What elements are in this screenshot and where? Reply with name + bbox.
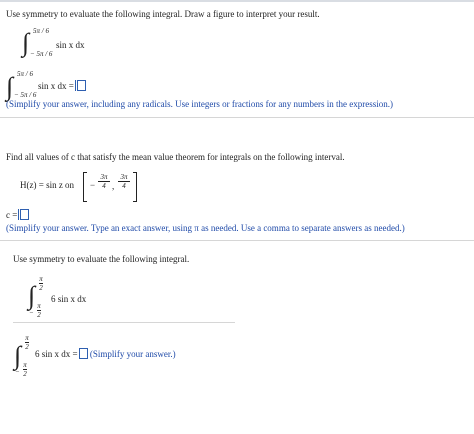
- problem1-answer-lower-limit: − 5π / 6: [14, 91, 37, 99]
- top-border: [0, 0, 474, 2]
- interval-left-numerator: 3π: [100, 173, 108, 181]
- problem3-answer-row: [35, 348, 176, 359]
- problem1-hint: (Simplify your answer, including any radicals. Use integers or fractions for any numbers in the expression.): [6, 99, 394, 109]
- problem2-prompt: Find all values of c that satisfy the mean value theorem for integrals on the following interval.: [6, 152, 345, 162]
- problem1-divider: [0, 117, 474, 118]
- problem3-hint: (Simplify your answer.): [89, 349, 176, 359]
- problem3-lower-limit: [36, 302, 42, 319]
- problem1-answer-upper-limit: 5π / 6: [17, 70, 33, 78]
- problem2-divider: [0, 240, 474, 241]
- interval-right-numerator: 3π: [120, 173, 128, 181]
- problem1-prompt: Use symmetry to evaluate the following integral. Draw a figure to interpret your result.: [6, 9, 320, 19]
- problem3-answer-input[interactable]: [79, 348, 88, 359]
- problem1-integral-sign: ∫: [22, 28, 30, 57]
- problem2-function: H(z) = sin z on: [20, 180, 75, 190]
- problem1-upper-limit: 5π / 6: [33, 27, 49, 35]
- problem3-answer-lower-limit: [22, 361, 28, 378]
- problem3-answer-lower-numerator: π: [23, 361, 27, 369]
- problem2-answer-row: [6, 209, 29, 220]
- interval-right-fraction: [117, 173, 131, 190]
- problem2-cursor: [18, 209, 19, 220]
- problem3-integral-sign: ∫: [28, 281, 36, 310]
- problem2-answer-input[interactable]: [20, 209, 29, 220]
- problem3-upper-denominator: 2: [39, 284, 43, 292]
- interval-left-denominator: 4: [102, 182, 106, 190]
- problem3-answer-upper-numerator: π: [25, 334, 29, 342]
- problem1-lower-limit: − 5π / 6: [30, 50, 53, 58]
- problem3-answer-integrand: 6 sin x dx =: [35, 349, 78, 359]
- problem1-cursor: [75, 80, 76, 91]
- problem3-divider: [13, 322, 235, 323]
- interval-right-denominator: 4: [122, 182, 126, 190]
- problem3-prompt: Use symmetry to evaluate the following integral.: [13, 254, 190, 264]
- problem3-integrand: 6 sin x dx: [51, 294, 87, 304]
- interval-minus: −: [90, 180, 96, 190]
- problem3-upper-limit: [38, 275, 44, 292]
- problem3-lower-denominator: 2: [37, 311, 41, 319]
- problem1-answer-integral-sign: ∫: [6, 72, 14, 101]
- interval-left-fraction: [97, 173, 111, 190]
- interval-comma: ,: [112, 181, 115, 191]
- problem1-integrand: sin x dx: [56, 40, 85, 50]
- interval-right-bracket: [133, 172, 137, 202]
- problem1-answer-input[interactable]: [77, 80, 86, 91]
- problem3-lower-minus: −: [29, 309, 34, 317]
- problem2-hint: (Simplify your answer. Type an exact answer, using π as needed. Use a comma to separate answers as needed.): [6, 223, 405, 233]
- problem3-answer-upper-denominator: 2: [25, 343, 29, 351]
- problem3-answer-upper-limit: [24, 334, 30, 351]
- problem3-answer-integral-sign: ∫: [14, 341, 22, 370]
- problem3-lower-numerator: π: [37, 302, 41, 310]
- problem3-answer-lower-denominator: 2: [23, 370, 27, 378]
- problem3-answer-lower-minus: −: [15, 368, 20, 376]
- interval-left-bracket: [83, 172, 87, 202]
- problem1-answer-row: [38, 80, 86, 91]
- problem3-upper-numerator: π: [39, 275, 43, 283]
- problem1-answer-integrand: sin x dx =: [38, 81, 74, 91]
- problem2-answer-label: c =: [6, 210, 18, 220]
